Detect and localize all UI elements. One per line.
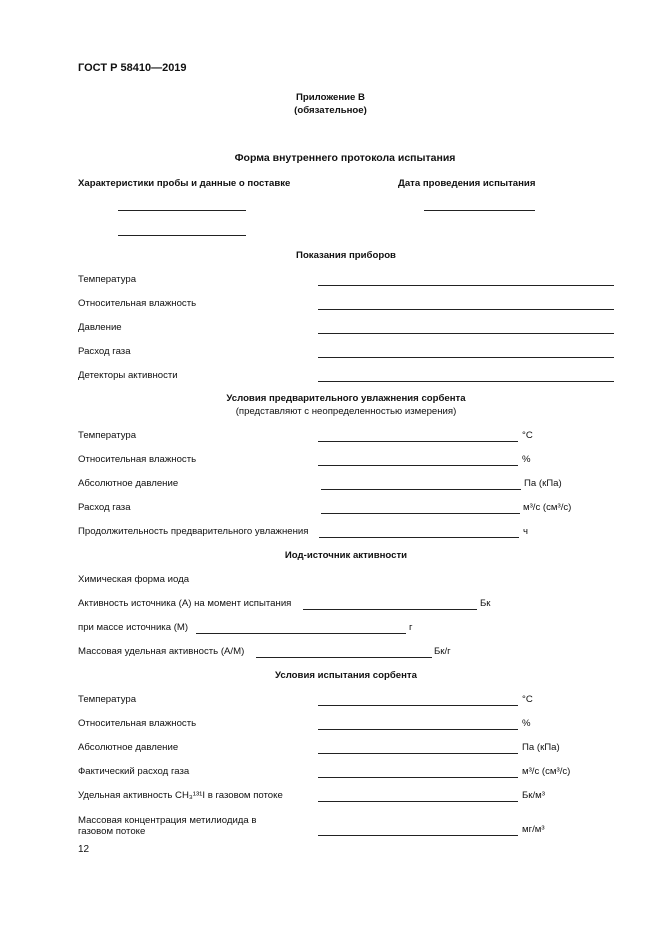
instrument-field[interactable] — [318, 357, 614, 358]
sample-heading: Характеристики пробы и данные о поставке — [78, 178, 291, 189]
date-field[interactable] — [424, 210, 535, 211]
precond-field[interactable] — [318, 441, 518, 442]
specific-activity-unit: Бк/г — [434, 646, 451, 657]
instrument-label: Детекторы активности — [78, 370, 178, 381]
instrument-label: Температура — [78, 274, 137, 285]
precond-unit: % — [522, 454, 531, 465]
iodine-heading: Иод-источник активности — [284, 550, 408, 561]
precond-label: Продолжительность предварительного увлажнения — [78, 526, 309, 537]
document-code: ГОСТ Р 58410—2019 — [78, 62, 187, 74]
mass-field[interactable] — [196, 633, 406, 634]
test-field[interactable] — [318, 729, 518, 730]
test-label: Фактический расход газа — [78, 766, 190, 777]
specific-activity-field[interactable] — [256, 657, 432, 658]
precond-label: Расход газа — [78, 502, 131, 513]
instruments-heading: Показания приборов — [296, 250, 396, 261]
activity-unit: Бк — [480, 598, 491, 609]
test-unit: Бк/м³ — [522, 790, 545, 801]
instrument-label: Относительная влажность — [78, 298, 197, 309]
test-label-concentration: Массовая концентрация метилиодида в газовом потоке — [78, 815, 257, 837]
iodine-chem-form: Химическая форма иода — [78, 574, 190, 585]
page-number: 12 — [78, 844, 90, 855]
instrument-label: Расход газа — [78, 346, 131, 357]
instrument-field[interactable] — [318, 381, 614, 382]
precond-unit: ч — [523, 526, 528, 537]
precond-label: Температура — [78, 430, 137, 441]
test-field[interactable] — [318, 705, 518, 706]
appendix-title: Приложение В — [296, 92, 365, 103]
test-label: Температура — [78, 694, 137, 705]
precond-heading: Условия предварительного увлажнения сорбента — [226, 393, 466, 404]
precond-label: Абсолютное давление — [78, 478, 179, 489]
test-unit: °С — [522, 694, 533, 705]
date-heading: Дата проведения испытания — [398, 178, 536, 189]
activity-label: Активность источника (А) на момент испытания — [78, 598, 292, 609]
activity-field[interactable] — [303, 609, 477, 610]
test-label: Абсолютное давление — [78, 742, 179, 753]
precond-label: Относительная влажность — [78, 454, 197, 465]
test-field[interactable] — [318, 753, 518, 754]
precond-field[interactable] — [321, 489, 521, 490]
precond-field[interactable] — [318, 465, 518, 466]
test-field[interactable] — [318, 777, 518, 778]
precond-subheading: (представляют с неопределенностью измерения) — [235, 406, 457, 417]
test-heading: Условия испытания сорбента — [275, 670, 417, 681]
precond-unit: м³/с (см³/с) — [523, 502, 572, 513]
test-field[interactable] — [318, 835, 518, 836]
instrument-field[interactable] — [318, 285, 614, 286]
test-field[interactable] — [318, 801, 518, 802]
test-unit: мг/м³ — [522, 824, 545, 835]
test-unit: Па (кПа) — [522, 742, 560, 753]
appendix-subtitle: (обязательное) — [294, 105, 367, 116]
sample-field-1[interactable] — [118, 210, 246, 211]
precond-unit: Па (кПа) — [524, 478, 562, 489]
precond-unit: °С — [522, 430, 533, 441]
test-unit: % — [522, 718, 531, 729]
form-title: Форма внутреннего протокола испытания — [234, 152, 456, 164]
mass-label: при массе источника (М) — [78, 622, 189, 633]
test-label: Относительная влажность — [78, 718, 197, 729]
specific-activity-label: Массовая удельная активность (А/М) — [78, 646, 245, 657]
instrument-label: Давление — [78, 322, 122, 333]
precond-field[interactable] — [319, 537, 519, 538]
precond-field[interactable] — [321, 513, 520, 514]
instrument-field[interactable] — [318, 309, 614, 310]
test-unit: м³/с (см³/с) — [522, 766, 571, 777]
mass-unit: г — [409, 622, 413, 633]
test-label: Удельная активность CH₃¹³¹I в газовом потоке — [78, 790, 283, 801]
instrument-field[interactable] — [318, 333, 614, 334]
sample-field-2[interactable] — [118, 235, 246, 236]
